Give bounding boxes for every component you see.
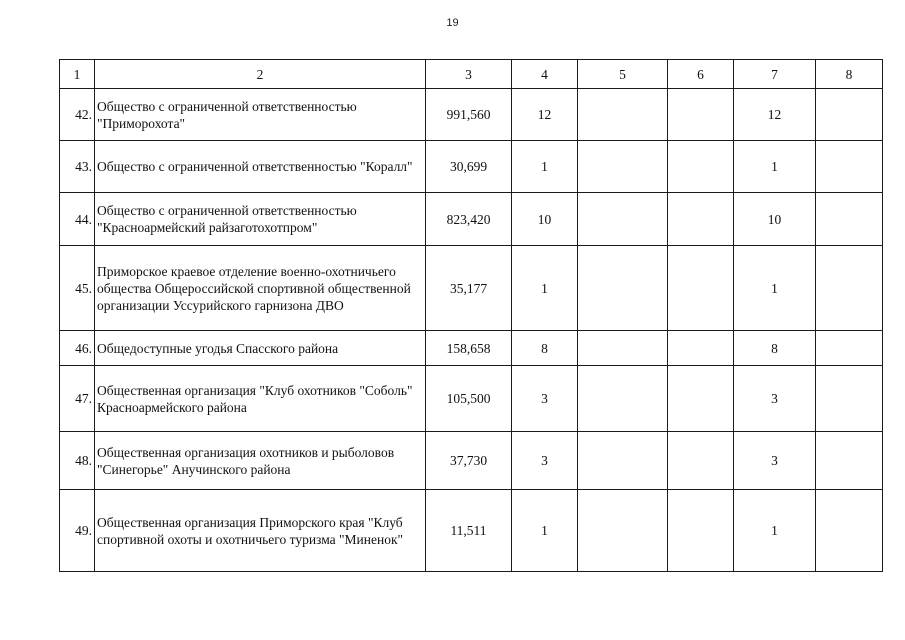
column-header: 1 [60, 60, 95, 89]
col6-value [668, 366, 734, 432]
col4-value: 3 [512, 366, 578, 432]
col6-value [668, 193, 734, 246]
area-value: 158,658 [426, 331, 512, 366]
area-value: 105,500 [426, 366, 512, 432]
col7-value: 12 [734, 89, 816, 141]
area-value: 35,177 [426, 246, 512, 331]
col7-value: 3 [734, 432, 816, 490]
col8-value [816, 141, 883, 193]
table-row [60, 141, 883, 193]
col8-value [816, 331, 883, 366]
col7-value: 8 [734, 331, 816, 366]
area-value: 30,699 [426, 141, 512, 193]
col6-value [668, 490, 734, 572]
organization-name: Общественная организация охотников и рыболовов "Синегорье" Анучинского района [95, 432, 426, 490]
column-header: 3 [426, 60, 512, 89]
col7-value: 1 [734, 141, 816, 193]
col6-value [668, 246, 734, 331]
hunting-grounds-table [59, 59, 883, 572]
col5-value [578, 141, 668, 193]
column-header: 5 [578, 60, 668, 89]
col4-value: 1 [512, 490, 578, 572]
row-number: 44. [60, 193, 95, 246]
organization-name: Приморское краевое отделение военно-охотничьего общества Общероссийской спортивной общественной организации Уссурийского гарнизона ДВО [95, 246, 426, 331]
col5-value [578, 432, 668, 490]
col5-value [578, 366, 668, 432]
col5-value [578, 193, 668, 246]
organization-name: Общество с ограниченной ответственностью "Красноармейский райзаготохотпром" [95, 193, 426, 246]
column-header: 2 [95, 60, 426, 89]
col6-value [668, 141, 734, 193]
column-header: 8 [816, 60, 883, 89]
col8-value [816, 366, 883, 432]
col8-value [816, 490, 883, 572]
col5-value [578, 89, 668, 141]
table-row [60, 432, 883, 490]
col7-value: 3 [734, 366, 816, 432]
table-row [60, 246, 883, 331]
row-number: 49. [60, 490, 95, 572]
col7-value: 1 [734, 490, 816, 572]
col5-value [578, 490, 668, 572]
column-header: 7 [734, 60, 816, 89]
col7-value: 10 [734, 193, 816, 246]
table-row [60, 366, 883, 432]
row-number: 47. [60, 366, 95, 432]
table-row [60, 193, 883, 246]
col8-value [816, 432, 883, 490]
col8-value [816, 246, 883, 331]
col4-value: 1 [512, 141, 578, 193]
column-number-row [60, 60, 883, 89]
table-row [60, 331, 883, 366]
col7-value: 1 [734, 246, 816, 331]
page-number: 19 [446, 17, 459, 29]
area-value: 991,560 [426, 89, 512, 141]
col4-value: 8 [512, 331, 578, 366]
col4-value: 12 [512, 89, 578, 141]
row-number: 45. [60, 246, 95, 331]
col5-value [578, 331, 668, 366]
table-row [60, 490, 883, 572]
col6-value [668, 89, 734, 141]
col5-value [578, 246, 668, 331]
organization-name: Общественная организация "Клуб охотников "Соболь" Красноармейского района [95, 366, 426, 432]
row-number: 42. [60, 89, 95, 141]
area-value: 11,511 [426, 490, 512, 572]
column-header: 6 [668, 60, 734, 89]
col6-value [668, 432, 734, 490]
col8-value [816, 193, 883, 246]
organization-name: Общество с ограниченной ответственностью "Приморохота" [95, 89, 426, 141]
area-value: 823,420 [426, 193, 512, 246]
col4-value: 3 [512, 432, 578, 490]
area-value: 37,730 [426, 432, 512, 490]
column-header: 4 [512, 60, 578, 89]
col4-value: 1 [512, 246, 578, 331]
row-number: 48. [60, 432, 95, 490]
table-row [60, 89, 883, 141]
row-number: 46. [60, 331, 95, 366]
organization-name: Общество с ограниченной ответственностью "Коралл" [95, 141, 426, 193]
organization-name: Общественная организация Приморского края "Клуб спортивной охоты и охотничьего туризма "Миненок" [95, 490, 426, 572]
col4-value: 10 [512, 193, 578, 246]
row-number: 43. [60, 141, 95, 193]
col8-value [816, 89, 883, 141]
organization-name: Общедоступные угодья Спасского района [95, 331, 426, 366]
col6-value [668, 331, 734, 366]
